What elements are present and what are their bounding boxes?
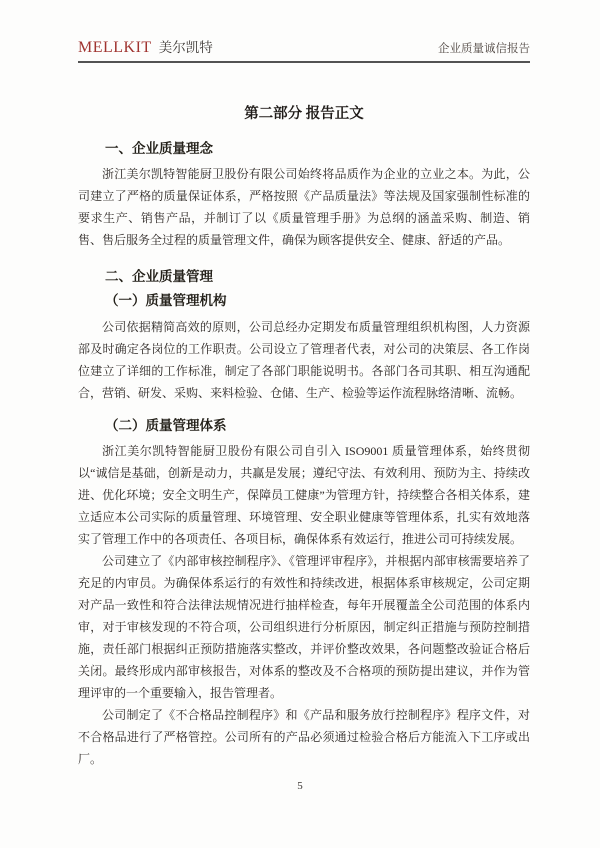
header-doc-title: 企业质量诚信报告: [438, 43, 530, 55]
page-header: [78, 0, 530, 63]
report-content: [78, 105, 530, 770]
heading-quality-system: （二）质量管理体系: [105, 418, 227, 433]
heading-quality-org-structure: （一）质量管理机构: [105, 293, 227, 308]
brand-name-cn: 美尔凯特: [158, 40, 213, 55]
para-quality-org-structure: 公司依据精简高效的原则，公司总经办定期发布质量管理组织机构图，人力资源部及时确定各岗位的工作职责。公司设立了管理者代表，对公司的决策层、各工作岗位建立了详细的工作标准，制定了各部门职能说明书。各部门各司其职、相互沟通配合，营销、研发、采购、来料检验、仓储、生产、检验等运作流程脉络清晰、流畅。: [78, 320, 530, 400]
para-internal-audit: 公司建立了《内部审核控制程序》、《管理评审程序》，并根据内部审核需要培养了充足的内审员。为确保体系运行的有效性和持续改进，根据体系审核规定，公司定期对产品一致性和符合法律法规情况进行抽样检查，每年开展覆盖全公司范围的体系内审，对于审核发现的不符合项，公司组织进行分析原因，制定纠正措施与预防控制措施，责任部门根据纠正预防措施落实整改，并评价整改效果，各问题整改验证合格后关闭。最终形成内部审核报告，对体系的整改及不合格项的预防提出建议，并作为管理评审的一个重要输入，报告管理者。: [78, 554, 530, 700]
part-title: 第二部分 报告正文: [244, 106, 364, 122]
para-quality-philosophy: 浙江美尔凯特智能厨卫股份有限公司始终将品质作为企业的立业之本。为此，公司建立了严格的质量保证体系，严格按照《产品质量法》等法规及国家强制性标准的要求生产、销售产品，并制订了以《质量管理手册》为总纲的涵盖采购、制造、销售、售后服务全过程的质量管理文件，确保为顾客提供安全、健康、舒适的产品。: [78, 167, 530, 247]
para-quality-system-policy: 浙江美尔凯特智能厨卫股份有限公司自引入 ISO9001 质量管理体系，始终贯彻以“诚信是基础，创新是动力，共赢是发展；遵纪守法、有效利用、预防为主、持续改进、优化环境；安全文明生产，保障员工健康”为管理方针，持续整合各相关体系，建立适应本公司实际的质量管理、环境管理、安全职业健康等管理体系，扎实有效地落实了管理工作中的各项责任、各项目标，确保体系有效运行，推进公司可持续发展。: [78, 444, 530, 546]
para-nonconforming-control: 公司制定了《不合格品控制程序》和《产品和服务放行控制程序》程序文件，对不合格品进行了严格管控。公司所有的产品必须通过检验合格后方能流入下工序或出厂。: [78, 708, 530, 766]
heading-quality-management: 二、企业质量管理: [105, 269, 213, 284]
brand-wordmark-en: MELLKIT: [78, 39, 152, 56]
heading-quality-philosophy: 一、企业质量理念: [105, 141, 213, 156]
brand-logo: [78, 36, 213, 57]
page-number: 5: [297, 780, 303, 792]
